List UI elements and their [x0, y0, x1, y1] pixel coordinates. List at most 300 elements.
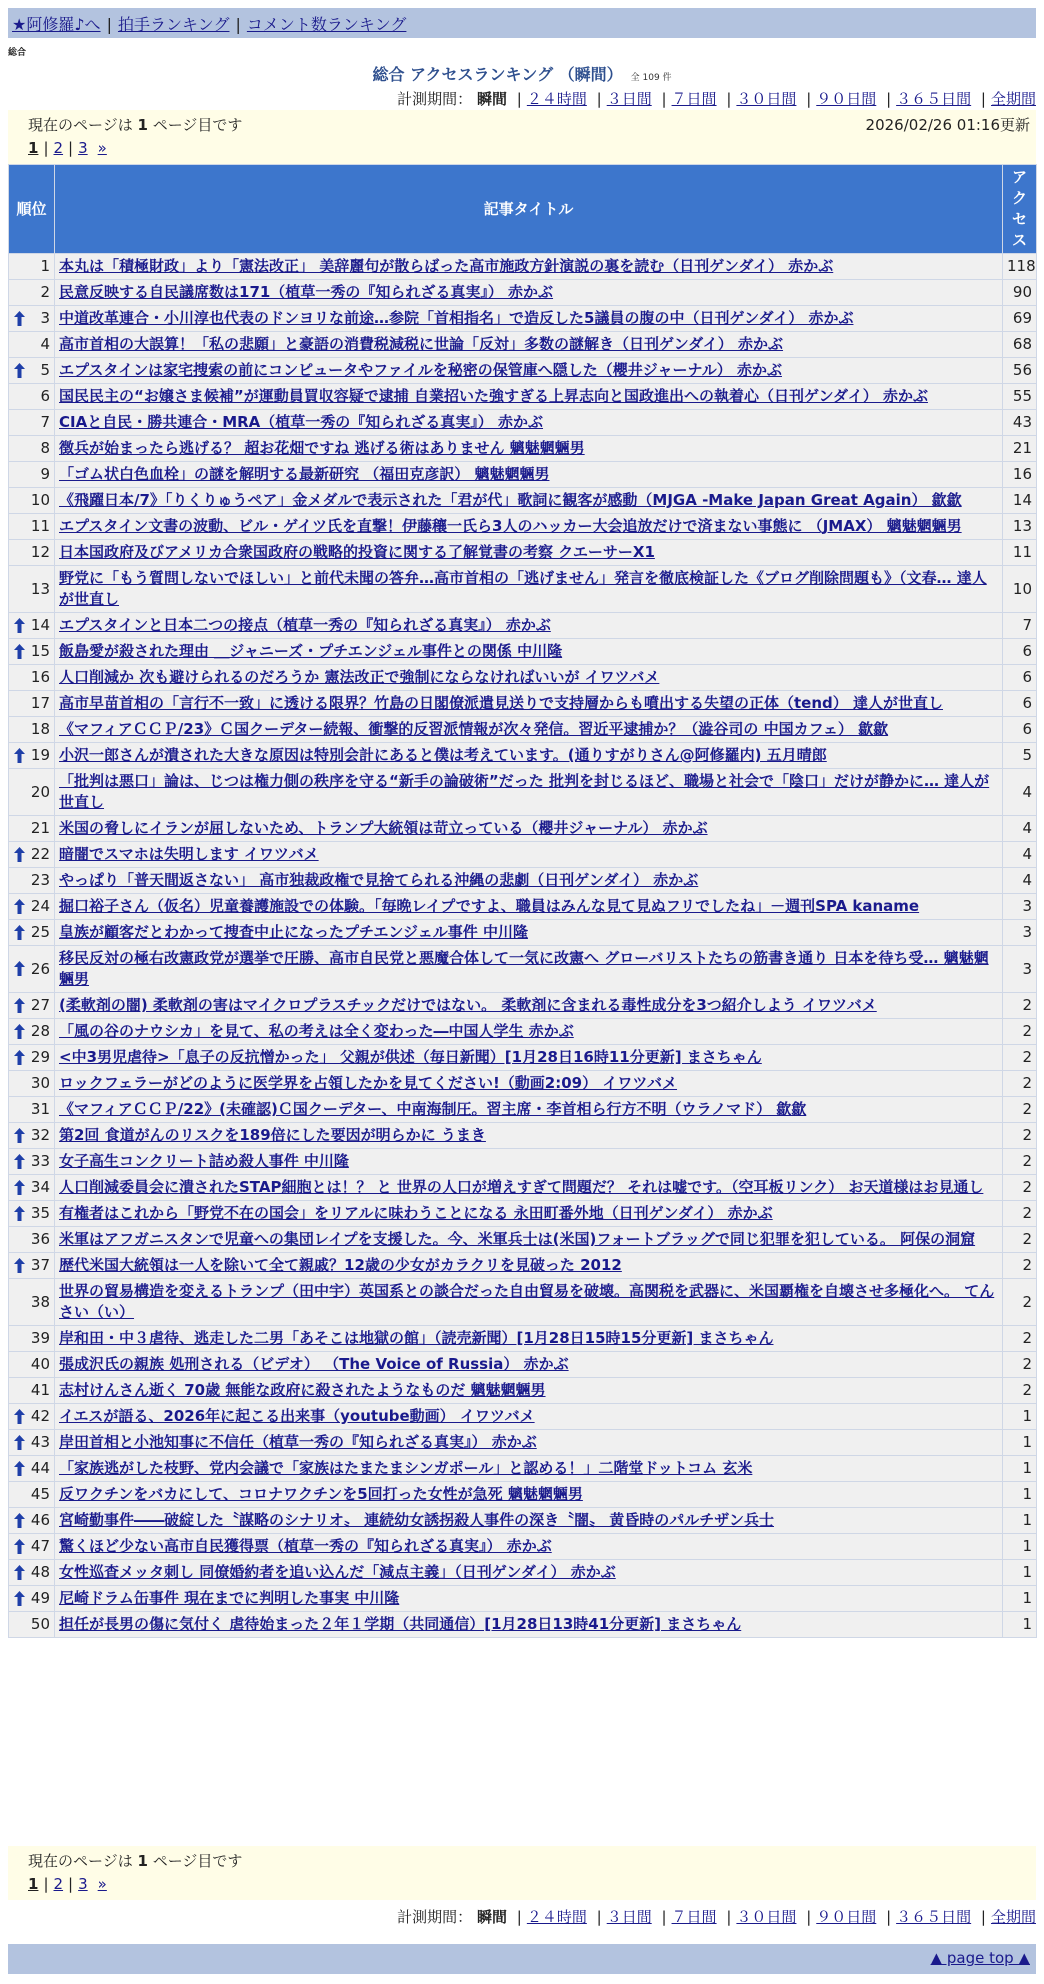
rank-number: 14 [30, 616, 50, 634]
title-cell [55, 1201, 1003, 1227]
rank-number: 33 [30, 1152, 50, 1170]
period-selector-bottom: 計測期間： 瞬間 | ２４時間 | ３日間 | ７日間 | ３０日間 | ９０日間 | ３６５日間 | 全期間 [397, 1908, 1036, 1926]
category-label: 総合 [8, 48, 27, 58]
rank-cell [9, 488, 55, 514]
title-cell [55, 993, 1003, 1019]
article-link[interactable]: 米軍はアフガニスタンで児童への集団レイプを支援した。今、米軍兵士は(米国)フォートブラッグで同じ犯罪を犯している。 阿保の洞窟 [59, 1230, 976, 1248]
rank-cell [9, 743, 55, 769]
rank-cell [9, 691, 55, 717]
up-arrow-icon [14, 899, 25, 914]
access-count: 4 [1003, 816, 1037, 842]
rank-number: 13 [30, 579, 50, 598]
table-row [9, 993, 1037, 1019]
table-row [9, 1071, 1037, 1097]
article-link[interactable]: 高市早苗首相の「言行不一致」に透ける限界？竹島の日閣僚派遣見送りで支持層からも噴出する失望の正体（tend） 達人が世直し [59, 694, 943, 712]
up-arrow-icon [14, 618, 25, 633]
article-link[interactable]: 有権者はこれから「野党不在の国会」をリアルに味わうことになる 永田町番外地（日刊ゲンダイ） 赤かぶ [59, 1204, 773, 1222]
table-row [9, 1279, 1037, 1326]
period-link-3d[interactable]: ３日間 [606, 90, 652, 108]
page-link-current: 1 [28, 139, 39, 157]
rank-number: 20 [30, 782, 50, 801]
article-link[interactable]: 飯島愛が殺された理由 ＿ジャニーズ・プチエンジェル事件との関係 中川隆 [59, 642, 563, 660]
page-info-suffix: ページ目です [152, 116, 243, 134]
period-link-3d[interactable]: ３日間 [606, 1908, 652, 1926]
article-link[interactable]: CIAと自民・勝共連合・MRA（植草一秀の『知られざる真実』） 赤かぶ [59, 413, 544, 431]
article-link[interactable]: 米国の脅しにイランが屈しないため、トランプ大統領は苛立っている（櫻井ジャーナル） 赤かぶ [59, 819, 708, 837]
rank-number: 37 [30, 1256, 50, 1274]
period-link-90d[interactable]: ９０日間 [816, 90, 877, 108]
table-row [9, 1456, 1037, 1482]
access-count: 2 [1003, 1378, 1037, 1404]
article-link[interactable]: 「風の谷のナウシカ」を見て、私の考えは全く変わった―中国人学生 赤かぶ [59, 1022, 574, 1040]
article-link[interactable]: 《飛躍日本/7》「りくりゅうペア」金メダルで表示された「君が代」歌詞に観客が感動（MJGA -Make Japan Great Again） 歙歙 [59, 491, 962, 509]
bottom-bar [8, 1944, 1036, 1974]
rank-cell [9, 1097, 55, 1123]
title-cell [55, 254, 1003, 280]
rank-number: 8 [40, 439, 50, 457]
title-cell [55, 1123, 1003, 1149]
access-header: アクセス [1003, 165, 1037, 254]
title-cell [55, 1019, 1003, 1045]
table-row [9, 769, 1037, 816]
article-link[interactable]: 人口削減か 次も避けられるのだろうか 憲法改正で強制にならなければいいが イワツバメ [59, 668, 660, 686]
next-page-link[interactable]: » [97, 139, 107, 157]
page-link-2[interactable]: 2 [53, 1875, 64, 1893]
rank-number: 12 [30, 543, 50, 561]
table-row [9, 1352, 1037, 1378]
period-link-90d[interactable]: ９０日間 [816, 1908, 877, 1926]
article-link[interactable]: 歴代米国大統領は一人を除いて全て親戚？12歳の少女がカラクリを見破った 2012 [59, 1256, 622, 1274]
rank-cell [9, 254, 55, 280]
access-count: 6 [1003, 691, 1037, 717]
rank-cell [9, 946, 55, 993]
rank-cell [9, 1430, 55, 1456]
up-arrow-icon [14, 1180, 25, 1195]
table-row [9, 894, 1037, 920]
table-row [9, 816, 1037, 842]
article-link[interactable]: 岸田首相と小池知事に不信任（植草一秀の『知られざる真実』） 赤かぶ [59, 1433, 537, 1451]
rank-number: 28 [30, 1022, 50, 1040]
article-link[interactable]: エプスタインと日本二つの接点（植草一秀の『知られざる真実』） 赤かぶ [59, 616, 551, 634]
page-link-2[interactable]: 2 [53, 139, 64, 157]
rank-number: 15 [30, 642, 50, 660]
total-count: 全 109 件 [630, 73, 672, 83]
article-link[interactable]: 第2回 食道がんのリスクを189倍にした要因が明らかに うまき [59, 1126, 486, 1144]
rank-number: 23 [30, 871, 50, 889]
rank-number: 44 [30, 1459, 50, 1477]
home-link[interactable]: ★阿修羅♪へ [12, 15, 101, 34]
access-count: 2 [1003, 1149, 1037, 1175]
up-arrow-icon [14, 1154, 25, 1169]
table-row [9, 1482, 1037, 1508]
article-link[interactable]: イエスが語る、2026年に起こる出来事（youtube動画） イワツバメ [59, 1407, 535, 1425]
title-cell [55, 1097, 1003, 1123]
article-link[interactable]: やっぱり「普天間返さない」 高市独裁政権で見捨てられる沖縄の悲劇（日刊ゲンダイ） 赤かぶ [59, 871, 699, 889]
rank-number: 1 [40, 257, 50, 275]
period-link-24h[interactable]: ２４時間 [526, 90, 587, 108]
title-cell [55, 1378, 1003, 1404]
article-link[interactable]: 《マフィアＣＣＰ/23》Ｃ国クーデター続報、衝撃的反習派情報が次々発信。習近平逮捕か？（澁谷司の 中国カフェ） 歙歙 [59, 720, 889, 738]
access-count: 21 [1003, 436, 1037, 462]
rank-cell [9, 920, 55, 946]
up-arrow-icon [14, 1050, 25, 1065]
rank-cell [9, 665, 55, 691]
ranking-table-body [9, 254, 1037, 1638]
page-info-number: 1 [137, 116, 148, 134]
title-cell [55, 920, 1003, 946]
access-count: 2 [1003, 1227, 1037, 1253]
rank-number: 31 [30, 1100, 50, 1118]
rank-number: 10 [30, 491, 50, 509]
ranking-heading [0, 62, 1044, 85]
table-row [9, 946, 1037, 993]
access-count: 1 [1003, 1404, 1037, 1430]
up-arrow-icon [14, 925, 25, 940]
article-link[interactable]: 驚くほど少ない高市自民獲得票（植草一秀の『知られざる真実』） 赤かぶ [59, 1537, 552, 1555]
rank-number: 22 [30, 845, 50, 863]
table-row [9, 1253, 1037, 1279]
access-count: 2 [1003, 1175, 1037, 1201]
title-cell [55, 1227, 1003, 1253]
rank-number: 17 [30, 694, 50, 712]
period-current: 瞬間 [476, 90, 507, 108]
page-info-prefix: 現在のページは [28, 1852, 133, 1870]
rank-number: 35 [30, 1204, 50, 1222]
article-link[interactable]: 志村けんさん逝く 70歳 無能な政府に殺されたようなものだ 魑魅魍魎男 [59, 1381, 546, 1399]
title-cell [55, 613, 1003, 639]
table-row [9, 1175, 1037, 1201]
title-cell [55, 514, 1003, 540]
up-arrow-icon [14, 847, 25, 862]
rank-number: 41 [30, 1381, 50, 1399]
up-arrow-icon [14, 311, 25, 326]
page-info-prefix: 現在のページは [28, 116, 133, 134]
access-count: 10 [1003, 566, 1037, 613]
rank-cell [9, 1227, 55, 1253]
rank-number: 24 [30, 897, 50, 915]
rank-number: 42 [30, 1407, 50, 1425]
rank-cell [9, 1019, 55, 1045]
rank-cell [9, 410, 55, 436]
table-row [9, 410, 1037, 436]
article-link[interactable]: 「批判は悪口」論は、じつは権力側の秩序を守る“新手の論破術”だった 批判を封じるほど、職場と社会で「陰口」だけが静かに… 達人が世直し [59, 772, 990, 811]
table-row [9, 1149, 1037, 1175]
table-row [9, 488, 1037, 514]
up-arrow-icon [14, 998, 25, 1013]
access-count: 13 [1003, 514, 1037, 540]
table-row [9, 665, 1037, 691]
article-link[interactable]: 「ゴム状白色血栓」の謎を解明する最新研究 （福田克彦訳） 魑魅魍魎男 [59, 465, 550, 483]
article-link[interactable]: 担任が長男の傷に気付く 虐待始まった２年１学期（共同通信）[1月28日13時41分更新] まさちゃん [59, 1615, 742, 1633]
title-cell [55, 868, 1003, 894]
up-arrow-icon [14, 1591, 25, 1606]
rank-cell [9, 1175, 55, 1201]
table-row [9, 1430, 1037, 1456]
period-current: 瞬間 [476, 1908, 507, 1926]
up-arrow-icon [14, 1539, 25, 1554]
table-row [9, 540, 1037, 566]
article-link[interactable]: 徴兵が始まったら逃げる？ 超お花畑ですね 逃げる術はありません 魑魅魍魎男 [59, 439, 585, 457]
article-link[interactable]: 掘口裕子さん（仮名）児童養護施設での体験。「毎晩レイプですよ、職員はみんな見て見ぬフリでしたね」－週刊SPA kaname [59, 897, 920, 915]
up-arrow-icon [14, 961, 25, 976]
rank-cell [9, 1586, 55, 1612]
table-row [9, 462, 1037, 488]
title-cell [55, 816, 1003, 842]
rank-number: 4 [40, 335, 50, 353]
table-row [9, 868, 1037, 894]
rank-number: 47 [30, 1537, 50, 1555]
article-link[interactable]: 張成沢氏の親族 処刑される（ビデオ） （The Voice of Russia） 赤かぶ [59, 1355, 569, 1373]
article-link[interactable]: 岸和田・中３虐待、逃走した二男「あそこは地獄の館」（読売新聞）[1月28日15時15分更新] まさちゃん [59, 1329, 774, 1347]
access-count: 5 [1003, 743, 1037, 769]
table-row [9, 743, 1037, 769]
rank-cell [9, 613, 55, 639]
table-row [9, 717, 1037, 743]
table-row [9, 1326, 1037, 1352]
title-cell [55, 1508, 1003, 1534]
rank-number: 38 [30, 1292, 50, 1311]
title-cell [55, 462, 1003, 488]
period-link-365d[interactable]: ３６５日間 [896, 1908, 972, 1926]
table-row [9, 1586, 1037, 1612]
rank-cell [9, 639, 55, 665]
rank-cell [9, 1404, 55, 1430]
title-cell [55, 1404, 1003, 1430]
up-arrow-icon [14, 1024, 25, 1039]
title-cell [55, 1560, 1003, 1586]
period-link-24h[interactable]: ２４時間 [526, 1908, 587, 1926]
access-count: 56 [1003, 358, 1037, 384]
article-link[interactable]: 世界の貿易構造を変えるトランプ（田中宇）英国系との談合だった自由貿易を破壊。高関税を武器に、米国覇権を自壊させ多極化へ。 てんさい（い） [59, 1282, 995, 1321]
article-link[interactable]: 女性巡査メッタ刺し 同僚婚約者を追い込んだ「減点主義」（日刊ゲンダイ） 赤かぶ [59, 1563, 616, 1581]
period-link-30d[interactable]: ３０日間 [736, 90, 797, 108]
rank-cell [9, 1508, 55, 1534]
rank-cell [9, 1201, 55, 1227]
title-cell [55, 488, 1003, 514]
article-link[interactable]: エプスタイン文書の波動、ビル・ゲイツ氏を直撃！伊藤穰一氏ら3人のハッカー大会追放だけで済まない事態に （JMAX） 魑魅魍魎男 [59, 517, 962, 535]
article-link[interactable]: 《マフィアＣＣＰ/22》(未確認)Ｃ国クーデター、中南海制圧。習主席・李首相ら行方不明（ウラノマド） 歙歙 [59, 1100, 807, 1118]
clap-ranking-link[interactable]: 拍手ランキング [117, 15, 230, 34]
period-link-all[interactable]: 全期間 [990, 90, 1036, 108]
up-arrow-icon [14, 1461, 25, 1476]
period-link-7d[interactable]: ７日間 [671, 1908, 717, 1926]
access-count: 2 [1003, 1253, 1037, 1279]
table-row [9, 691, 1037, 717]
table-row [9, 1019, 1037, 1045]
page-info-top [8, 110, 1036, 164]
article-link[interactable]: 国民民主の“お嬢さま候補”が運動員買収容疑で逮捕 自業招いた強すぎる上昇志向と国政進出への執着心（日刊ゲンダイ） 赤かぶ [59, 387, 928, 405]
rank-cell [9, 1149, 55, 1175]
period-link-7d[interactable]: ７日間 [671, 90, 717, 108]
next-page-link[interactable]: » [97, 1875, 107, 1893]
rank-number: 19 [30, 746, 50, 764]
article-link[interactable]: 女子高生コンクリート詰め殺人事件 中川隆 [59, 1152, 349, 1170]
up-arrow-icon [14, 1206, 25, 1221]
page-link-3[interactable]: 3 [78, 139, 88, 157]
period-link-365d[interactable]: ３６５日間 [896, 90, 972, 108]
title-cell [55, 1326, 1003, 1352]
article-link[interactable]: 中道改革連合・小川淳也代表のドンヨリな前途…参院「首相指名」で造反した5議員の腹の中（日刊ゲンダイ） 赤かぶ [59, 309, 854, 327]
page-info-suffix: ページ目です [152, 1852, 243, 1870]
access-count: 2 [1003, 1279, 1037, 1326]
page-title: 総合 アクセスランキング （瞬間） [372, 65, 623, 84]
article-link[interactable]: 野党に「もう質問しないでほしい」と前代未聞の答弁…高市首相の「逃げません」発言を徹底検証した《ブログ削除問題も》（文春… 達人が世直し [59, 569, 987, 608]
up-arrow-icon [14, 1128, 25, 1143]
rank-cell [9, 1123, 55, 1149]
article-link[interactable]: 高市首相の大誤算！「私の悲願」と豪語の消費税減税に世論「反対」多数の謎解き（日刊ゲンダイ） 赤かぶ [59, 335, 784, 353]
rank-cell [9, 332, 55, 358]
rank-cell [9, 306, 55, 332]
article-link[interactable]: 民意反映する自民議席数は171（植草一秀の『知られざる真実』） 赤かぶ [59, 283, 554, 301]
access-count: 16 [1003, 462, 1037, 488]
rank-number: 45 [30, 1485, 50, 1503]
rank-cell [9, 894, 55, 920]
access-count: 90 [1003, 280, 1037, 306]
rank-cell [9, 462, 55, 488]
rank-number: 48 [30, 1563, 50, 1581]
pagination: 1 | 2 | 3 » [28, 1875, 107, 1893]
access-count: 6 [1003, 665, 1037, 691]
up-arrow-icon [14, 1513, 25, 1528]
access-count: 3 [1003, 920, 1037, 946]
article-link[interactable]: 本丸は「積極財政」より「憲法改正」 美辞麗句が散らばった高市施政方針演説の裏を読む（日刊ゲンダイ） 赤かぶ [59, 257, 834, 275]
up-arrow-icon [14, 1565, 25, 1580]
article-link[interactable]: (柔軟剤の闇) 柔軟剤の害はマイクロプラスチックだけではない。 柔軟剤に含まれる毒性成分を3つ紹介しよう イワツバメ [59, 996, 877, 1014]
title-cell [55, 358, 1003, 384]
rank-cell [9, 384, 55, 410]
title-cell [55, 1279, 1003, 1326]
article-link[interactable]: 移民反対の極右改憲政党が選挙で圧勝、高市自民党と悪魔合体して一気に改憲へ グローバリストたちの筋書き通り 日本を待ち受… 魑魅魍魎男 [59, 949, 989, 988]
title-cell [55, 769, 1003, 816]
rank-cell [9, 1456, 55, 1482]
article-link[interactable]: 反ワクチンをバカにして、コロナワクチンを5回打った女性が急死 魑魅魍魎男 [59, 1485, 583, 1503]
title-cell [55, 691, 1003, 717]
article-link[interactable]: 尼崎ドラム缶事件 現在までに判明した事実 中川隆 [59, 1589, 400, 1607]
table-row [9, 613, 1037, 639]
rank-cell [9, 566, 55, 613]
access-count: 1 [1003, 1482, 1037, 1508]
table-row [9, 1123, 1037, 1149]
title-cell [55, 1534, 1003, 1560]
rank-number: 36 [30, 1230, 50, 1248]
article-link[interactable]: 宮崎勤事件――破綻した〝謀略のシナリオ〟 連続幼女誘拐殺人事件の深き〝闇〟 黄昏時のパルチザン兵士 [59, 1511, 774, 1529]
article-link[interactable]: ロックフェラーがどのように医学界を占領したかを見てください!（動画2:09） イワツバメ [59, 1074, 678, 1092]
article-link[interactable]: 「家族逃がした枝野、党内会議で「家族はたまたまシンガポール」と認める！」二階堂ドットコム 玄米 [59, 1459, 753, 1477]
rank-cell [9, 1534, 55, 1560]
article-link[interactable]: 小沢一郎さんが潰された大きな原因は特別会計にあると僕は考えています。(通りすがりさん@阿修羅内) 五月晴郎 [59, 746, 827, 764]
access-count: 3 [1003, 894, 1037, 920]
rank-number: 49 [30, 1589, 50, 1607]
access-count: 69 [1003, 306, 1037, 332]
access-count: 4 [1003, 842, 1037, 868]
rank-cell [9, 514, 55, 540]
title-cell [55, 384, 1003, 410]
rank-number: 25 [30, 923, 50, 941]
access-count: 2 [1003, 1097, 1037, 1123]
title-cell [55, 717, 1003, 743]
access-count: 2 [1003, 1019, 1037, 1045]
title-cell [55, 540, 1003, 566]
access-count: 14 [1003, 488, 1037, 514]
rank-cell [9, 1045, 55, 1071]
article-link[interactable]: 暗闇でスマホは失明します イワツバメ [59, 845, 319, 863]
rank-header: 順位 [9, 165, 55, 254]
rank-cell [9, 1279, 55, 1326]
table-row [9, 514, 1037, 540]
article-link[interactable]: 日本国政府及びアメリカ合衆国政府の戦略的投資に関する了解覚書の考察 クエーサーX1 [59, 543, 655, 561]
table-row [9, 436, 1037, 462]
comment-ranking-link[interactable]: コメント数ランキング [246, 15, 407, 34]
access-count: 1 [1003, 1508, 1037, 1534]
page-info-bottom [8, 1846, 1036, 1900]
ranking-table [8, 164, 1037, 1638]
table-row [9, 842, 1037, 868]
up-arrow-icon [14, 1435, 25, 1450]
title-cell [55, 1352, 1003, 1378]
page-info-number: 1 [137, 1852, 148, 1870]
article-link[interactable]: 皇族が顧客だとわかって捜査中止になったプチエンジェル事件 中川隆 [59, 923, 528, 941]
up-arrow-icon [14, 1409, 25, 1424]
access-count: 2 [1003, 1071, 1037, 1097]
rank-cell [9, 1482, 55, 1508]
nav-separator: | [235, 15, 241, 34]
access-count: 43 [1003, 410, 1037, 436]
rank-number: 30 [30, 1074, 50, 1092]
table-row [9, 306, 1037, 332]
table-row [9, 384, 1037, 410]
title-cell [55, 436, 1003, 462]
table-header-row [9, 165, 1037, 254]
rank-number: 29 [30, 1048, 50, 1066]
rank-number: 34 [30, 1178, 50, 1196]
period-link-all[interactable]: 全期間 [990, 1908, 1036, 1926]
article-link[interactable]: <中3男児虐待>「息子の反抗憎かった」 父親が供述（毎日新聞）[1月28日16時11分更新] まさちゃん [59, 1048, 762, 1066]
title-cell [55, 665, 1003, 691]
rank-cell [9, 280, 55, 306]
top-nav-bar [8, 8, 1036, 38]
rank-number: 2 [40, 283, 50, 301]
table-row [9, 280, 1037, 306]
access-count: 1 [1003, 1560, 1037, 1586]
page-top-link[interactable]: ▲ page top ▲ [930, 1949, 1030, 1967]
rank-cell [9, 1560, 55, 1586]
rank-number: 9 [40, 465, 50, 483]
article-link[interactable]: エプスタインは家宅捜索の前にコンピュータやファイルを秘密の保管庫へ隠した（櫻井ジャーナル） 赤かぶ [59, 361, 782, 379]
access-count: 118 [1003, 254, 1037, 280]
table-row [9, 358, 1037, 384]
up-arrow-icon [14, 363, 25, 378]
title-cell [55, 280, 1003, 306]
rank-cell [9, 842, 55, 868]
rank-cell [9, 436, 55, 462]
page-link-3[interactable]: 3 [78, 1875, 88, 1893]
period-link-30d[interactable]: ３０日間 [736, 1908, 797, 1926]
title-cell [55, 566, 1003, 613]
table-row [9, 920, 1037, 946]
rank-number: 3 [40, 309, 50, 327]
table-row [9, 1560, 1037, 1586]
title-cell [55, 743, 1003, 769]
table-row [9, 1097, 1037, 1123]
rank-cell [9, 717, 55, 743]
table-row [9, 1201, 1037, 1227]
article-link[interactable]: 人口削減委員会に潰されたSTAP細胞とは！？ と 世界の人口が増えすぎて問題だ？ それは嘘です。（空耳板リンク） お天道様はお見通し [59, 1178, 984, 1196]
access-count: 3 [1003, 946, 1037, 993]
period-selector-top: 計測期間： 瞬間 | ２４時間 | ３日間 | ７日間 | ３０日間 | ９０日間 | ３６５日間 | 全期間 [397, 90, 1036, 108]
table-row [9, 1612, 1037, 1638]
rank-number: 16 [30, 668, 50, 686]
rank-cell [9, 1352, 55, 1378]
